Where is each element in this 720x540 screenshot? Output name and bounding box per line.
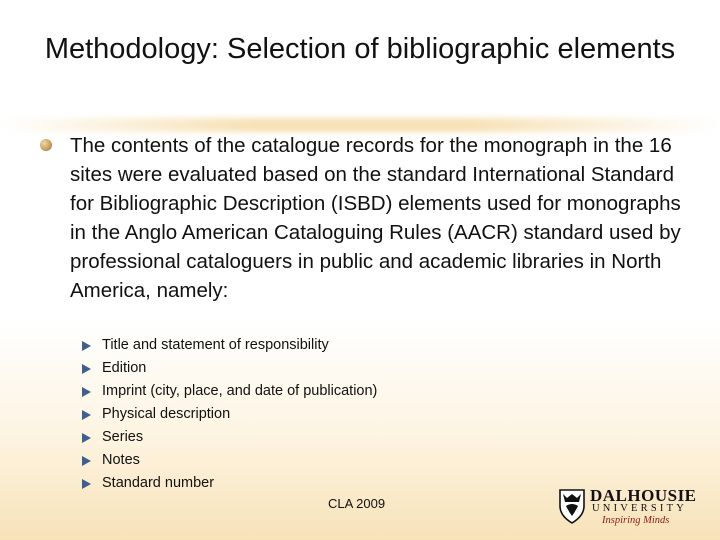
crest-icon xyxy=(558,488,586,524)
list-item-label: Physical description xyxy=(102,406,231,422)
logo-name: DALHOUSIE xyxy=(590,486,697,505)
arrow-bullet-icon xyxy=(82,433,91,443)
main-bullet-text: The contents of the catalogue records for the monograph in the 16 sites were evaluated based on the standard International Standard for Bibliographic Description (ISBD) elements used for monographs in the Anglo American Cataloguing Rules (AACR) standard used by professional cataloguers in public and academic libraries in North America, namely: xyxy=(70,134,681,302)
arrow-bullet-icon xyxy=(82,456,91,466)
list-item-label: Notes xyxy=(102,452,140,468)
slide-title: Methodology: Selection of bibliographic elements xyxy=(44,33,676,65)
arrow-bullet-icon xyxy=(82,387,91,397)
list-item-label: Edition xyxy=(102,360,147,376)
logo-university: UNIVERSITY xyxy=(592,503,687,514)
list-item xyxy=(82,403,377,426)
list-item-label: Standard number xyxy=(102,475,215,491)
list-item xyxy=(82,472,377,495)
footer-text: CLA 2009 xyxy=(328,496,386,511)
bullet-dot-icon xyxy=(40,139,52,151)
list-item xyxy=(82,357,377,380)
list-item xyxy=(82,334,377,357)
arrow-bullet-icon xyxy=(82,341,91,351)
university-logo xyxy=(558,486,697,530)
title-highlight-band xyxy=(0,118,720,132)
list-item-label: Series xyxy=(102,429,144,445)
element-list xyxy=(82,334,377,495)
list-item-label: Title and statement of responsibility xyxy=(102,337,329,353)
list-item xyxy=(82,380,377,403)
list-item xyxy=(82,426,377,449)
logo-tagline: Inspiring Minds xyxy=(602,515,670,526)
list-item xyxy=(82,449,377,472)
arrow-bullet-icon xyxy=(82,410,91,420)
list-item-label: Imprint (city, place, and date of publication) xyxy=(102,383,378,399)
arrow-bullet-icon xyxy=(82,479,91,489)
arrow-bullet-icon xyxy=(82,364,91,374)
